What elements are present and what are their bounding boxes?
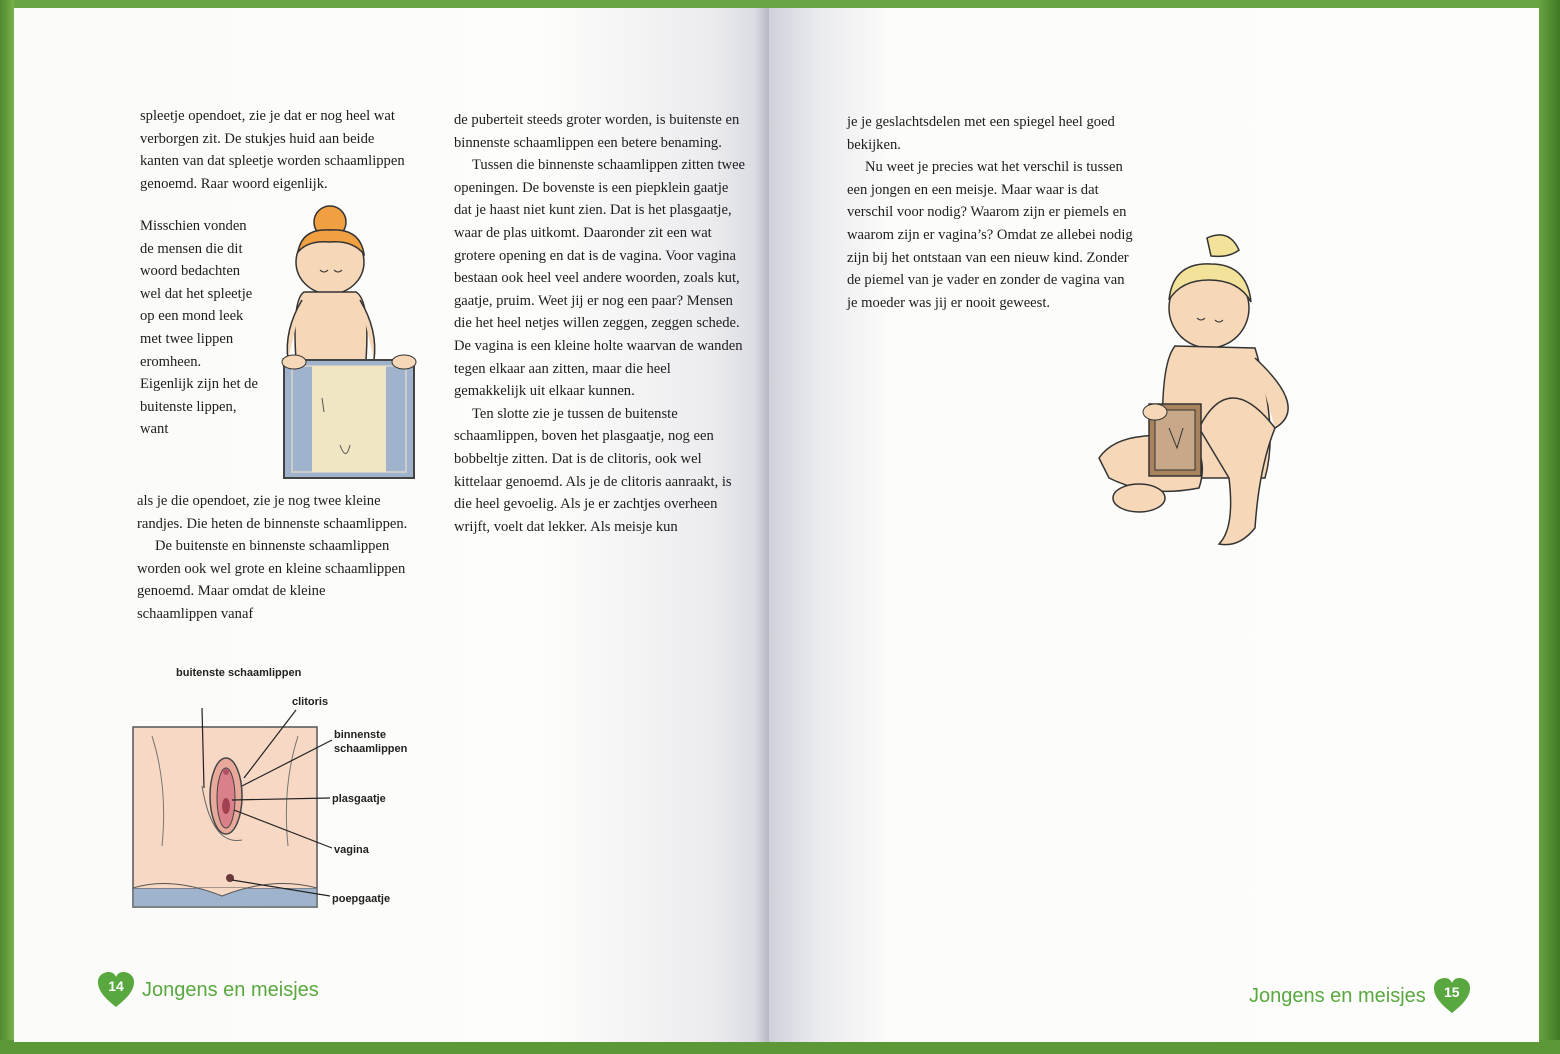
book-cover-bottom: [0, 1040, 1560, 1054]
book-cover-left: [0, 0, 14, 1054]
sitting-girl-illustration: [1079, 228, 1319, 558]
paragraph-3: als je die opendoet, zie je nog twee kleine randjes. Die heten de binnenste schaamlippen.: [137, 493, 408, 532]
right-column-text: [454, 109, 746, 538]
label-plasgaatje: plasgaatje: [332, 793, 386, 805]
left-column-text: [140, 105, 412, 195]
footer-right: [1249, 976, 1472, 1016]
page-number-right: 15: [1443, 984, 1460, 1000]
left-column-wrap-text: [140, 215, 258, 441]
paragraph-7: Ten slotte zie je tussen de buitenste schaamlippen, boven het plasgaatje, nog een bobbeltje zitten. Dat is de clitoris, ook wel kittelaar genoemd. Als je de clitoris aanraakt, is die heel gevoelig. Als je er zachtjes overheen wrijft, voelt dat lekker. Als meisje kun: [454, 405, 732, 535]
heart-icon: [1432, 976, 1472, 1016]
footer-title-left: Jongens en meisjes: [142, 978, 319, 1001]
label-vagina: vagina: [334, 844, 369, 856]
paragraph-6: Tussen die binnenste schaamlippen zitten twee openingen. De bovenste is een piepklein gaatje dat je haast niet kunt zien. Dat is het plasgaatje, waar de plas uitkomt. Daaronder zit een wat grotere opening en dat is de vagina. Voor vagina bestaan ook heel veel andere woorden, zoals kut, gaatje, pruim. Weet jij er nog een paar? Mensen die het heel netjes willen zeggen, zeggen schede. De vagina is een kleine holte waarvan de wanden tegen elkaar aan zitten, maar die heel gemakkelijk uit elkaar kunnen.: [454, 157, 746, 400]
diagram-leader-lines: [184, 688, 344, 908]
right-page: [769, 8, 1539, 1042]
left-column-bottom-text: [137, 490, 409, 626]
heart-icon: [96, 970, 136, 1010]
paragraph-2: Misschien vonden de mensen die dit woord bedachten wel dat het spleetje op een mond leek met twee lippen eromheen. Eigenlijk zijn het de buitenste lippen, want: [140, 218, 258, 438]
paragraph-4: De buitenste en binnenste schaamlippen worden ook wel grote en kleine schaamlippen genoemd. Maar omdat de kleine schaamlippen vanaf: [137, 538, 406, 622]
label-binnenste: binnenste schaamlippen: [334, 729, 408, 755]
label-clitoris: clitoris: [292, 696, 329, 708]
paragraph-8: je je geslachtsdelen met een spiegel heel goed bekijken.: [847, 114, 1115, 153]
paragraph-9: Nu weet je precies wat het verschil is tussen een jongen en een meisje. Maar waar is dat verschil voor nodig? Waarom zijn er piemels en waarom zijn er vagina’s? Omdat ze allebei nodig zijn bij het ontstaan van een nieuw kind. Zonder de piemel van je vader en zonder de vagina van je moeder was jij er nooit geweest.: [847, 159, 1133, 311]
left-page: [14, 8, 769, 1042]
paragraph-1: spleetje opendoet, zie je dat er nog heel wat verborgen zit. De stukjes huid aan beide kanten van dat spleetje worden schaamlippen genoemd. Raar woord eigenlijk.: [140, 108, 405, 192]
paragraph-5: de puberteit steeds groter worden, is buitenste en binnenste schaamlippen een betere benaming.: [454, 112, 740, 151]
footer-left: [96, 970, 319, 1010]
label-buitenste: buitenste schaamlippen: [176, 667, 302, 679]
label-poepgaatje: poepgaatje: [332, 893, 391, 905]
girl-with-mirror-illustration: [262, 200, 422, 485]
footer-title-right: Jongens en meisjes: [1249, 984, 1426, 1007]
book-cover-right: [1538, 0, 1560, 1054]
page-number-left: 14: [108, 978, 124, 994]
